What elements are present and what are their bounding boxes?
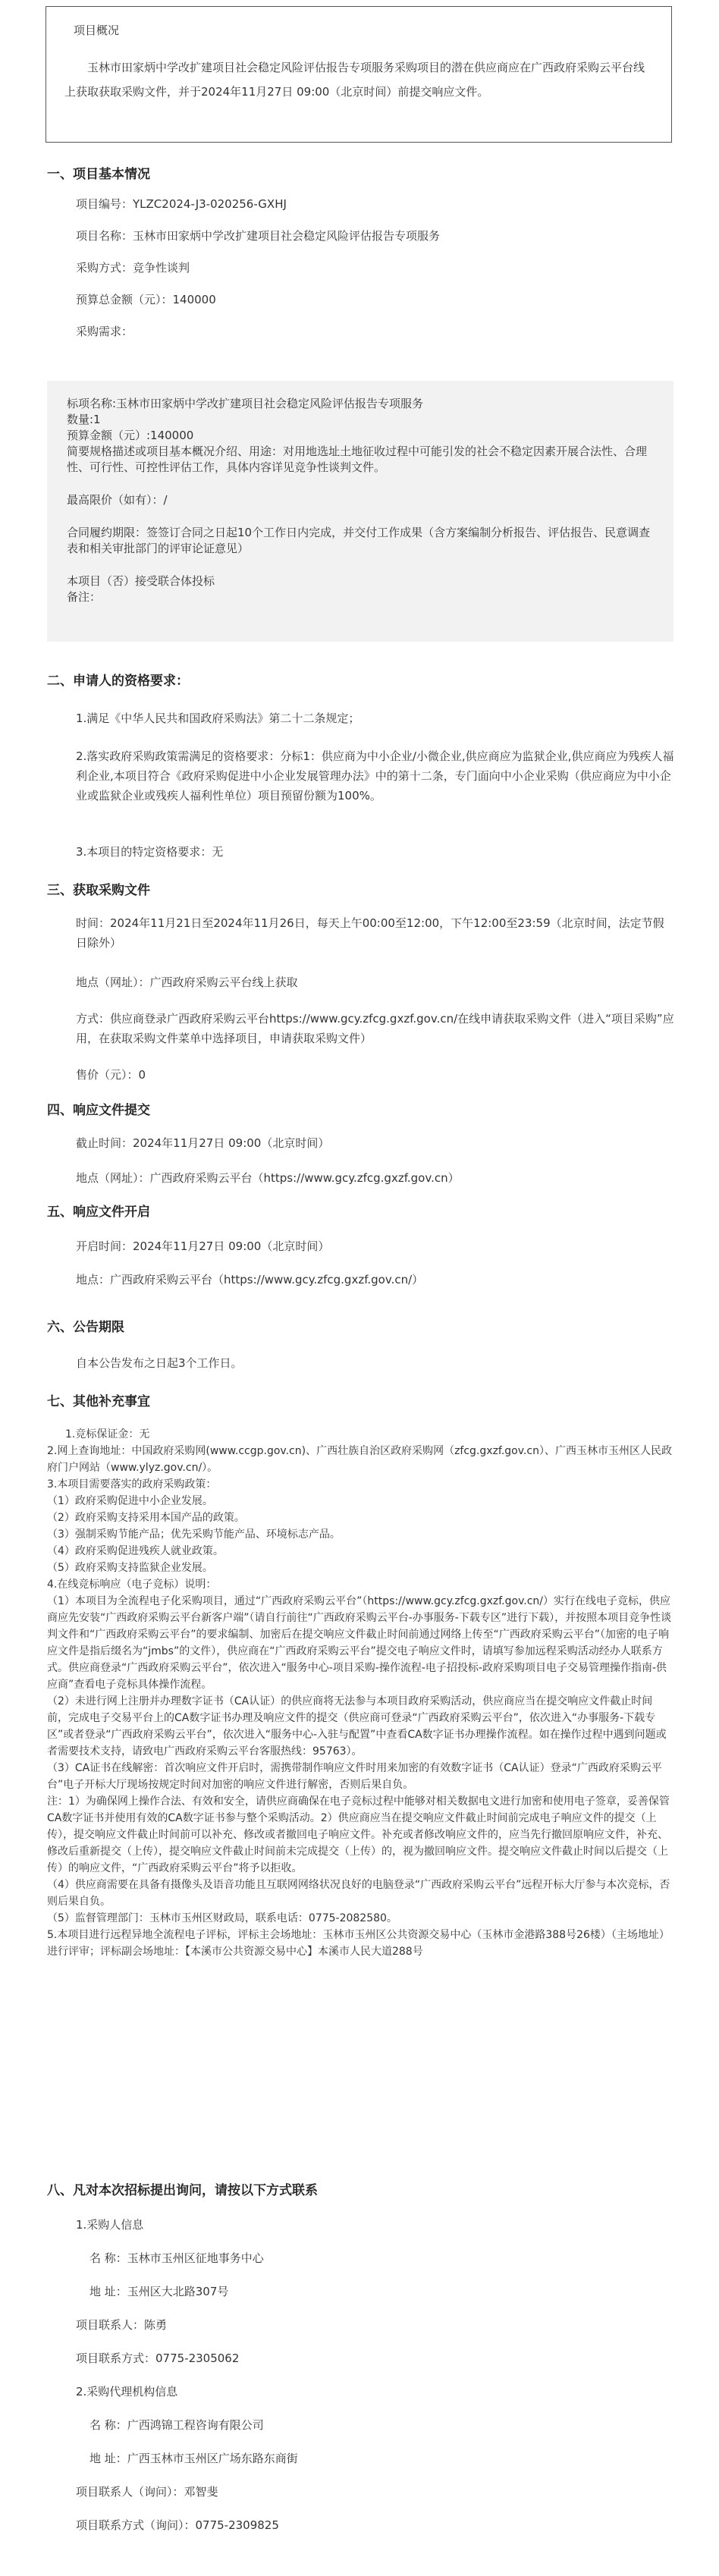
budget-total: 预算总金额（元）：140000 xyxy=(76,293,216,306)
agent-info-title: 2.采购代理机构信息 xyxy=(76,2385,178,2399)
lot-budget: 预算金额（元）:140000 xyxy=(67,429,194,442)
policy-3: （3）强制采购节能产品；优先采购节能产品、环境标志产品。 xyxy=(47,1528,341,1541)
section-4-heading: 四、响应文件提交 xyxy=(47,1103,150,1118)
section-8-heading: 八、凡对本次招标提出询问，请按以下方式联系 xyxy=(47,2183,318,2198)
e-bid-note-4: （4）供应商需要在具备有摄像头及语音功能且互联网网络状况良好的电脑登录“广西政府采购云平台”远程开标大厅参与本次竞标，否则后果自负。 xyxy=(47,1879,670,1908)
buyer-info-title: 1.采购人信息 xyxy=(76,2218,144,2232)
agent-address: 地 址：广西玉林市玉州区广场东路东商街 xyxy=(89,2452,298,2465)
e-bid-remark: 注：1）为确保网上操作合法、有效和安全，请供应商确保在电子竞标过程中能够对相关数据电文进行加密和使用电子签章，妥善保管CA数字证书并使用有效的CA数字证书参与整个采购活动。2）供应商应当在提交响应文件截止时间前完成电子响应文件的提交（上传），提交响应文件截止时间前可以补充、修改或者撤回电子响应文件。补充或者修改响应文件的，应当先行撤回原响应文件，补充、修改后重新提交（上传），提交响应文件截止时间前未完成提交（上传）的，视为撤回响应文件。提交响应文件截止时间以后提交（上传）的响应文件，“广西政府采购云平台”将予以拒收。 xyxy=(47,1795,670,1874)
requirement-details-box xyxy=(47,381,673,642)
open-place: 地点：广西政府采购云平台（https://www.gcy.zfcg.gxzf.gov.cn/） xyxy=(76,1273,424,1286)
e-bid-heading: 4.在线竞标响应（电子竞标）说明： xyxy=(47,1579,217,1591)
section-2-heading: 二、申请人的资格要求： xyxy=(47,674,189,689)
remote-evaluation: 5.本项目进行远程异地全流程电子评标，评标主会场地址：玉林市玉州区公共资源交易中心（玉林市金港路388号26楼）（主场地址）进行评审；评标副会场地址：【本溪市公共资源交易中心】本溪市人民大道288号 xyxy=(47,1929,670,1958)
acquire-time: 时间：2024年11月21日至2024年11月26日，每天上午00:00至12:00，下午12:00至23:59（北京时间，法定节假日除外） xyxy=(76,916,664,950)
lot-quantity: 数量:1 xyxy=(67,413,101,426)
document-price: 售价（元）：0 xyxy=(76,1068,146,1082)
e-bid-note-2: （2）未进行网上注册并办理数字证书（CA认证）的供应商将无法参与本项目政府采购活动，供应商应当在提交响应文件截止时间前，完成电子交易平台上的CA数字证书办理及响应文件的提交（供应商可登录“广西政府采购云平台”，依次进入“办事服务-下载专区”或者登录“广西政府采购云平台”，依次进入“服务中心-入驻与配置”中查看CA数字证书办理操作流程。如在操作过程中遇到问题或者需要技术支持，请致电广西政府采购云平台客服热线：95763）。 xyxy=(47,1695,667,1758)
buyer-name: 名 称：玉林市玉州区征地事务中心 xyxy=(89,2251,264,2265)
query-address: 2.网上查询地址：中国政府采购网(www.ccgp.gov.cn)、广西壮族自治区政府采购网（zfcg.gxzf.gov.cn）、广西玉林市玉州区人民政府门户网站（www.ylyz.gov.cn/）。 xyxy=(47,1445,672,1474)
section-1-heading: 一、项目基本情况 xyxy=(47,167,150,182)
supervision-dept: （5）监督管理部门：玉林市玉州区财政局，联系电话：0775-2082580。 xyxy=(47,1912,397,1924)
policy-5: （5）政府采购支持监狱企业发展。 xyxy=(47,1562,213,1574)
procurement-method: 采购方式：竞争性谈判 xyxy=(76,261,190,275)
e-bid-note-3: （3）CA证书在线解密：首次响应文件开启时，需携带制作响应文件时用来加密的有效数字证书（CA认证）登录“广西政府采购云平台”电子开标大厅现场按规定时间对加密的响应文件进行解密，否则后果自负。 xyxy=(47,1762,662,1791)
agent-name: 名 称：广西鸿锦工程咨询有限公司 xyxy=(89,2418,264,2432)
submit-place: 地点（网址）：广西政府采购云平台（https://www.gcy.zfcg.gxzf.gov.cn） xyxy=(76,1171,460,1185)
policy-heading: 3.本项目需要落实的政府采购政策： xyxy=(47,1478,217,1491)
overview-title: 项目概况 xyxy=(74,24,120,37)
project-name: 项目名称：玉林市田家炳中学改扩建项目社会稳定风险评估报告专项服务 xyxy=(76,229,441,243)
policy-1: （1）政府采购促进中小企业发展。 xyxy=(47,1495,213,1507)
section-7-heading: 七、其他补充事宜 xyxy=(47,1394,150,1409)
e-bid-note-1: （1）本项目为全流程电子化采购项目，通过“广西政府采购云平台”（https://www.gcy.zfcg.gxzf.gov.cn/）实行在线电子竞标，供应商应先安装“广西政府采购云平台新客户端”（请自行前往“广西政府采购云平台-办事服务-下载专区”进行下载），并按照本项目竞争性谈判文件和“广西政府采购云平台”的要求编制、加密后在提交响应文件截止时间前通过网络上传至“广西政府采购云平台”（加密的电子响应文件是指后缀名为“jmbs”的文件），供应商在“广西政府采购云平台”提交电子响应文件时，请填写参加远程采购活动经办人联系方式。供应商登录“广西政府采购云平台”，依次进入“服务中心-项目采购-操作流程-电子招投标-政府采购项目电子交易管理操作指南-供应商”查看电子竞标具体操作流程。 xyxy=(47,1595,672,1691)
buyer-address: 地 址：玉州区大北路307号 xyxy=(89,2285,229,2298)
lot-name: 标项名称:玉林市田家炳中学改扩建项目社会稳定风险评估报告专项服务 xyxy=(67,397,424,410)
buyer-contact: 项目联系人：陈勇 xyxy=(76,2318,168,2332)
buyer-phone: 项目联系方式：0775-2305062 xyxy=(76,2351,240,2365)
lot-max-price: 最高限价（如有）：/ xyxy=(67,493,168,507)
contract-period: 合同履约期限：签签订合同之日起10个工作日内完成，并交付工作成果（含方案编制分析报告、评估报告、民意调查表和相关审批部门的评审论证意见） xyxy=(67,526,651,555)
remarks: 备注： xyxy=(67,590,102,604)
agent-contact: 项目联系人（询问）：邓智斐 xyxy=(76,2485,218,2499)
requirement-label: 采购需求： xyxy=(76,325,133,338)
acquire-place: 地点（网址）：广西政府采购云平台线上获取 xyxy=(76,975,298,989)
qualification-2: 2.落实政府采购政策需满足的资格要求：分标1：供应商为中小企业/小微企业,供应商应为监狱企业,供应商应为残疾人福利企业,本项目符合《政府采购促进中小企业发展管理办法》中的第十二条，专门面向中小企业采购（供应商应为中小企业或监狱企业或残疾人福利性单位）项目预留份额为100%。 xyxy=(76,749,674,803)
policy-4: （4）政府采购促进残疾人就业政策。 xyxy=(47,1545,224,1557)
section-3-heading: 三、获取采购文件 xyxy=(47,883,150,898)
deposit-note: 1.竞标保证金：无 xyxy=(65,1428,150,1440)
open-time: 开启时间：2024年11月27日 09:00（北京时间） xyxy=(76,1239,330,1253)
qualification-3: 3.本项目的特定资格要求：无 xyxy=(76,845,224,859)
qualification-1: 1.满足《中华人民共和国政府采购法》第二十二条规定； xyxy=(76,712,360,725)
project-number: 项目编号：YLZC2024-J3-020256-GXHJ xyxy=(76,197,287,211)
consortium-note: 本项目（否）接受联合体投标 xyxy=(67,574,215,588)
notice-period: 自本公告发布之日起3个工作日。 xyxy=(76,1356,243,1370)
section-6-heading: 六、公告期限 xyxy=(47,1320,124,1335)
overview-body: 玉林市田家炳中学改扩建项目社会稳定风险评估报告专项服务采购项目的潜在供应商应在广西政府采购云平台线上获取获取采购文件，并于2024年11月27日 09:00（北京时间）前提交响应文件。 xyxy=(64,61,645,99)
submit-deadline: 截止时间：2024年11月27日 09:00（北京时间） xyxy=(76,1136,330,1150)
supplementary-notes xyxy=(47,1426,673,1960)
section-5-heading: 五、响应文件开启 xyxy=(47,1205,150,1220)
policy-2: （2）政府采购支持采用本国产品的政策。 xyxy=(47,1512,245,1524)
acquire-way: 方式：供应商登录广西政府采购云平台https://www.gcy.zfcg.gxzf.gov.cn/在线申请获取采购文件（进入“项目采购”应用，在获取采购文件菜单中选择项目，申请获取采购文件） xyxy=(76,1012,674,1045)
lot-description: 简要规格描述或项目基本概况介绍、用途：对用地选址土地征收过程中可能引发的社会不稳定因素开展合法性、合理性、可行性、可控性评估工作，具体内容详见竞争性谈判文件。 xyxy=(67,445,648,474)
project-overview-box xyxy=(46,6,672,143)
agent-phone: 项目联系方式（询问）：0775-2309825 xyxy=(76,2518,279,2532)
